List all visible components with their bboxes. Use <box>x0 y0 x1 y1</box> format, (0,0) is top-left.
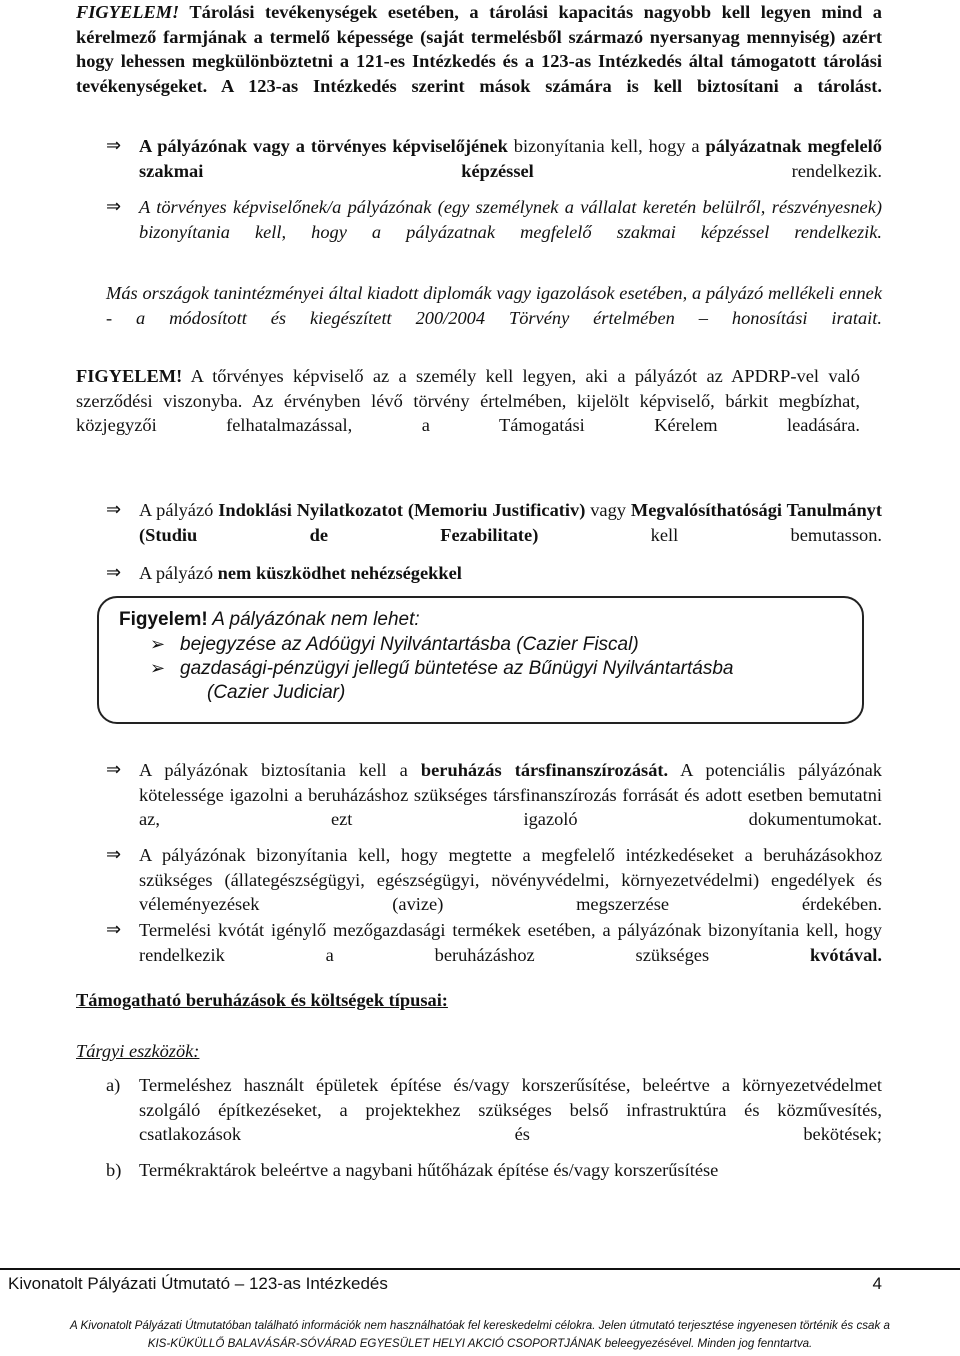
attention-box-item: ➢ bejegyzése az Adóügyi Nyilvántartásba (Cazier Fiscal) <box>150 634 639 655</box>
bullet-representative-training: A törvényes képviselőnek/a pályázónak (egy személynek a vállalat keretén belülről, részvényesnek) bizonyítania kell, hogy a pályázatnak megfelelő szakmai képzéssel rendelkezik. <box>139 197 882 242</box>
page-number: 4 <box>872 1274 882 1293</box>
bullet-quota: Termelési kvótát igénylő mezőgazdasági termékek esetében, a pályázónak bizonyítania kell, hogy rendelkezik a beruházáshoz szükséges kvótával. <box>139 920 882 965</box>
arrow-icon: ⇒ <box>106 135 122 156</box>
arrow-icon: ⇒ <box>106 844 122 865</box>
list-marker: a) <box>106 1075 121 1095</box>
intro-text: Tárolási tevékenységek esetében, a tárolási kapacitás nagyobb kell legyen mind a kérelmező farmjának a termelő képessége (saját termelésből származó nyersanyag mennyiség) azért hogy lehessen megkülönböztetni a 121-es Intézkedés és a 123-as Intézkedés által támogatott tárolási tevékenységeket. A 123-as Intézkedés szerint mások számára is kell biztosítani a tárolást. <box>76 2 882 96</box>
bullet-justification-study: A pályázó Indoklási Nyilatkozatot (Memoriu Justificativ) vagy Megvalósíthatósági Tanulmányt (Studiu de Fezabilitate) kell bemutasson. <box>139 500 882 545</box>
list-item-buildings: Termeléshez használt épületek építése és/vagy korszerűsítése, beleértve a környezetvédelmet szolgáló építkezéseket, a projektekhez szükséges belső infrastruktúra és közművesítés, csatlakozások és bekötések; <box>139 1075 882 1145</box>
section-subheading: Tárgyi eszközök: <box>76 1041 200 1061</box>
foreign-diplomas-paragraph: Más országok tanintézményei által kiadott diplomák vagy igazolások esetében, a pályázó mellékeli ennek - a módosított és kiegészített 200/2004 Törvény értelmében – honosítási iratait. <box>106 283 882 328</box>
section-heading: Támogatható beruházások és költségek típusai: <box>76 990 448 1010</box>
attention-box-item-continuation: (Cazier Judiciar) <box>207 682 346 703</box>
bullet-cofinancing: A pályázónak biztosítania kell a beruházás társfinanszírozását. A potenciális pályázónak kötelessége igazolni a beruházáshoz szükséges társfinanszírozás forrását és adott esetben bemutatni az, ezt igazoló dokumentumokat. <box>139 760 883 830</box>
list-marker: b) <box>106 1160 122 1180</box>
arrowhead-bullet-icon: ➢ <box>150 658 166 679</box>
attention-box-header: Figyelem! A pályázónak nem lehet: <box>119 609 420 630</box>
list-item-warehouses: Termékraktárok beleértve a nagybani hűtőházak építése és/vagy korszerűsítése <box>139 1160 719 1180</box>
arrowhead-bullet-icon: ➢ <box>150 634 166 655</box>
arrow-icon: ⇒ <box>106 562 122 583</box>
intro-label: FIGYELEM! <box>76 2 180 22</box>
footer-disclaimer-line1: A Kivonatolt Pályázati Útmutatóban található információk nem használhatóak fel kereskedelmi célokra. Jelen útmutató terjesztése ingyenesen történik és csak a <box>70 1319 890 1332</box>
arrow-icon: ⇒ <box>106 919 122 940</box>
arrow-icon: ⇒ <box>106 196 122 217</box>
warning-label: FIGYELEM! <box>76 366 183 386</box>
attention-box-label: Figyelem! <box>119 609 208 630</box>
footer-title: Kivonatolt Pályázati Útmutató – 123-as Intézkedés <box>8 1274 388 1293</box>
intro-paragraph <box>76 0 882 123</box>
bullet-legal-rep-training: A pályázónak vagy a törvényes képviselőjének bizonyítania kell, hogy a pályázatnak megfelelő szakmai képzéssel rendelkezik. <box>139 136 882 181</box>
bullet-no-difficulties: A pályázó nem küszködhet nehézségekkel <box>139 563 462 583</box>
arrow-icon: ⇒ <box>106 759 122 780</box>
footer-divider <box>0 1268 960 1270</box>
arrow-icon: ⇒ <box>106 499 122 520</box>
bullet-permits: A pályázónak bizonyítania kell, hogy megtette a megfelelő intézkedéseket a beruházásokhoz szükséges (állategészségügyi, egészségügyi, növényvédelmi, környezetvédelmi) engedélyek és véleményezések (avize) megszerzése érdekében. <box>139 845 882 915</box>
warning-paragraph: FIGYELEM! A tőrvényes képviselő az a személy kell legyen, aki a pályázót az APDRP-vel való szerződési viszonyba. Az érvényben lévő törvény értelmében, kijelölt képviselő, bárkit megbízhat, közjegyzői felhatalmazással, a Támogatási Kérelem leadására. <box>76 366 860 436</box>
attention-box-item: ➢ gazdasági-pénzügyi jellegű büntetése az Bűnügyi Nyilvántartásba <box>150 658 734 679</box>
footer-disclaimer-line2: KIS-KÜKÜLLŐ BALAVÁSÁR-SÓVÁRAD EGYESÜLET HELYI AKCIÓ CSOPORTJÁNAK beleegyezésével. Minden jog fenntartva. <box>147 1337 813 1350</box>
